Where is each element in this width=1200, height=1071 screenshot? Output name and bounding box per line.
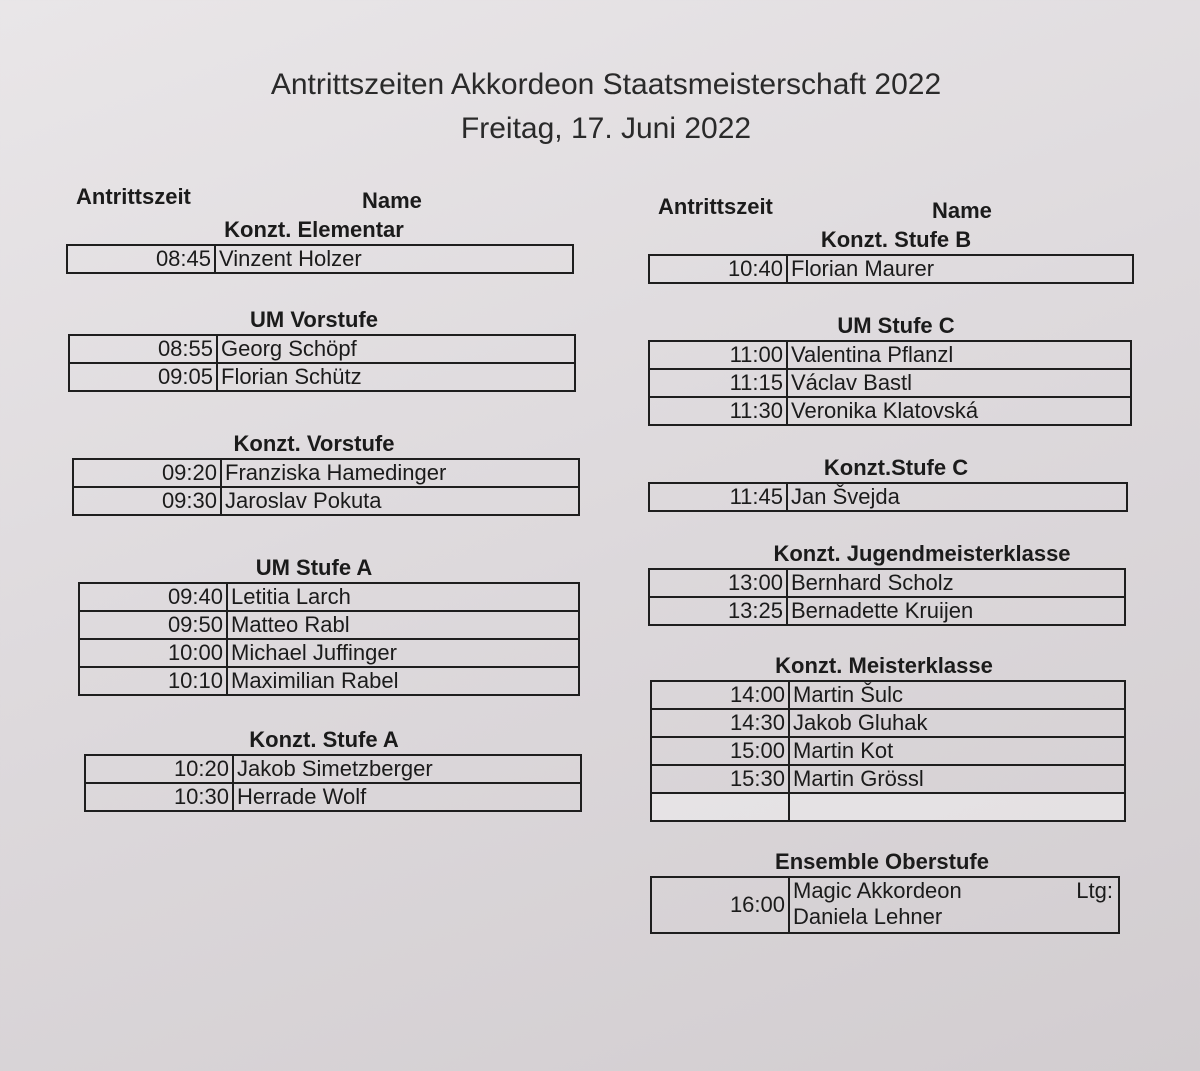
table-row	[651, 681, 1125, 709]
section-title: UM Stufe C	[837, 313, 955, 338]
entry-name: Martin Grössl	[789, 765, 1125, 793]
table-row	[651, 877, 1119, 933]
entry-time: 09:40	[79, 583, 227, 611]
section-konzt-stufe-c	[646, 454, 1136, 512]
entry-name	[789, 793, 1125, 821]
section-title: Ensemble Oberstufe	[775, 849, 989, 874]
entries-table	[84, 754, 582, 812]
entry-time: 14:30	[651, 709, 789, 737]
entries-table	[650, 680, 1126, 822]
entry-name: Jan Švejda	[787, 483, 1127, 511]
table-row	[649, 569, 1125, 597]
page-subtitle-date: Freitag, 17. Juni 2022	[460, 112, 752, 145]
entries-table	[68, 334, 576, 392]
table-row	[651, 765, 1125, 793]
entry-time: 13:25	[649, 597, 787, 625]
table-row	[651, 709, 1125, 737]
section-konzt-stufe-a	[64, 726, 584, 812]
section-title: UM Vorstufe	[250, 307, 378, 332]
entry-time: 11:30	[649, 397, 787, 425]
left-column	[64, 182, 584, 836]
table-row	[73, 487, 579, 515]
section-title: UM Stufe A	[255, 555, 373, 580]
table-row	[73, 459, 579, 487]
entry-time: 11:15	[649, 369, 787, 397]
section-konzt-jugendmeisterklasse	[646, 540, 1136, 626]
entry-time: 10:10	[79, 667, 227, 695]
entries-table	[648, 482, 1128, 512]
leader-label: Ltg:	[1076, 878, 1113, 903]
entry-name: Václav Bastl	[787, 369, 1131, 397]
entries-table	[648, 568, 1126, 626]
table-row	[67, 245, 573, 273]
entry-name: Letitia Larch	[227, 583, 579, 611]
entry-name: Vinzent Holzer	[215, 245, 573, 273]
entry-ensemble	[789, 877, 1119, 933]
entry-name: Franziska Hamedinger	[221, 459, 579, 487]
entry-time: 09:50	[79, 611, 227, 639]
section-um-stufe-c	[646, 312, 1136, 426]
entry-name: Martin Šulc	[789, 681, 1125, 709]
entry-name: Jakob Simetzberger	[233, 755, 581, 783]
entry-name: Jaroslav Pokuta	[221, 487, 579, 515]
entry-name: Florian Maurer	[787, 255, 1133, 283]
table-row	[85, 755, 581, 783]
table-row	[649, 369, 1131, 397]
header-start-time: Antrittszeit	[658, 194, 773, 219]
column-header-row	[646, 192, 1136, 226]
entry-time: 09:05	[69, 363, 217, 391]
table-row	[79, 583, 579, 611]
table-row-blank	[651, 793, 1125, 821]
entries-table	[72, 458, 580, 516]
table-row	[649, 341, 1131, 369]
section-ensemble-oberstufe	[646, 848, 1136, 934]
entry-time: 11:00	[649, 341, 787, 369]
section-title: Konzt. Elementar	[224, 217, 404, 242]
entries-table	[648, 254, 1134, 284]
ensemble-name-line	[793, 878, 1115, 904]
entry-time: 14:00	[651, 681, 789, 709]
column-header-row	[64, 182, 584, 216]
section-konzt-meisterklasse	[646, 652, 1136, 822]
header-name: Name	[932, 198, 992, 223]
ensemble-name: Magic Akkordeon	[793, 878, 962, 903]
table-row	[651, 737, 1125, 765]
entry-name: Bernadette Kruijen	[787, 597, 1125, 625]
section-title: Konzt. Meisterklasse	[775, 653, 993, 678]
entries-table	[78, 582, 580, 696]
table-row	[649, 483, 1127, 511]
entry-name: Maximilian Rabel	[227, 667, 579, 695]
section-um-stufe-a	[64, 554, 584, 696]
table-row	[79, 611, 579, 639]
entry-name: Jakob Gluhak	[789, 709, 1125, 737]
table-row	[69, 335, 575, 363]
entries-table	[650, 876, 1120, 934]
section-title: Konzt. Vorstufe	[233, 431, 395, 456]
entry-time: 15:00	[651, 737, 789, 765]
entry-name: Veronika Klatovská	[787, 397, 1131, 425]
table-row	[79, 639, 579, 667]
entry-time: 08:45	[67, 245, 215, 273]
entry-time	[651, 793, 789, 821]
entry-time: 10:30	[85, 783, 233, 811]
entry-time: 08:55	[69, 335, 217, 363]
page-title: Antrittszeiten Akkordeon Staatsmeisterschaft 2022	[270, 68, 942, 101]
entry-time: 11:45	[649, 483, 787, 511]
table-row	[69, 363, 575, 391]
entry-time: 09:30	[73, 487, 221, 515]
entry-name: Matteo Rabl	[227, 611, 579, 639]
entry-time: 15:30	[651, 765, 789, 793]
entry-time: 13:00	[649, 569, 787, 597]
section-konzt-stufe-b	[646, 226, 1136, 284]
entry-name: Florian Schütz	[217, 363, 575, 391]
table-row	[79, 667, 579, 695]
entry-name: Herrade Wolf	[233, 783, 581, 811]
table-row	[649, 255, 1133, 283]
section-konzt-elementar	[64, 216, 584, 274]
entry-name: Bernhard Scholz	[787, 569, 1125, 597]
entry-time: 10:20	[85, 755, 233, 783]
header-name: Name	[362, 188, 422, 213]
table-row	[85, 783, 581, 811]
entries-table	[66, 244, 574, 274]
entry-time: 09:20	[73, 459, 221, 487]
table-row	[649, 397, 1131, 425]
entry-name: Martin Kot	[789, 737, 1125, 765]
entry-time: 10:40	[649, 255, 787, 283]
entry-time: 16:00	[651, 877, 789, 933]
entry-name: Valentina Pflanzl	[787, 341, 1131, 369]
section-title: Konzt.Stufe C	[823, 455, 969, 480]
ensemble-leader: Daniela Lehner	[793, 904, 943, 929]
table-row	[649, 597, 1125, 625]
right-column	[646, 192, 1136, 958]
entry-time: 10:00	[79, 639, 227, 667]
entry-name: Georg Schöpf	[217, 335, 575, 363]
header-start-time: Antrittszeit	[76, 184, 191, 209]
section-konzt-vorstufe	[64, 430, 584, 516]
section-title: Konzt. Stufe A	[249, 727, 399, 752]
section-title: Konzt. Jugendmeisterklasse	[773, 541, 1071, 566]
section-um-vorstufe	[64, 306, 584, 392]
section-title: Konzt. Stufe B	[820, 227, 972, 252]
entry-name: Michael Juffinger	[227, 639, 579, 667]
entries-table	[648, 340, 1132, 426]
